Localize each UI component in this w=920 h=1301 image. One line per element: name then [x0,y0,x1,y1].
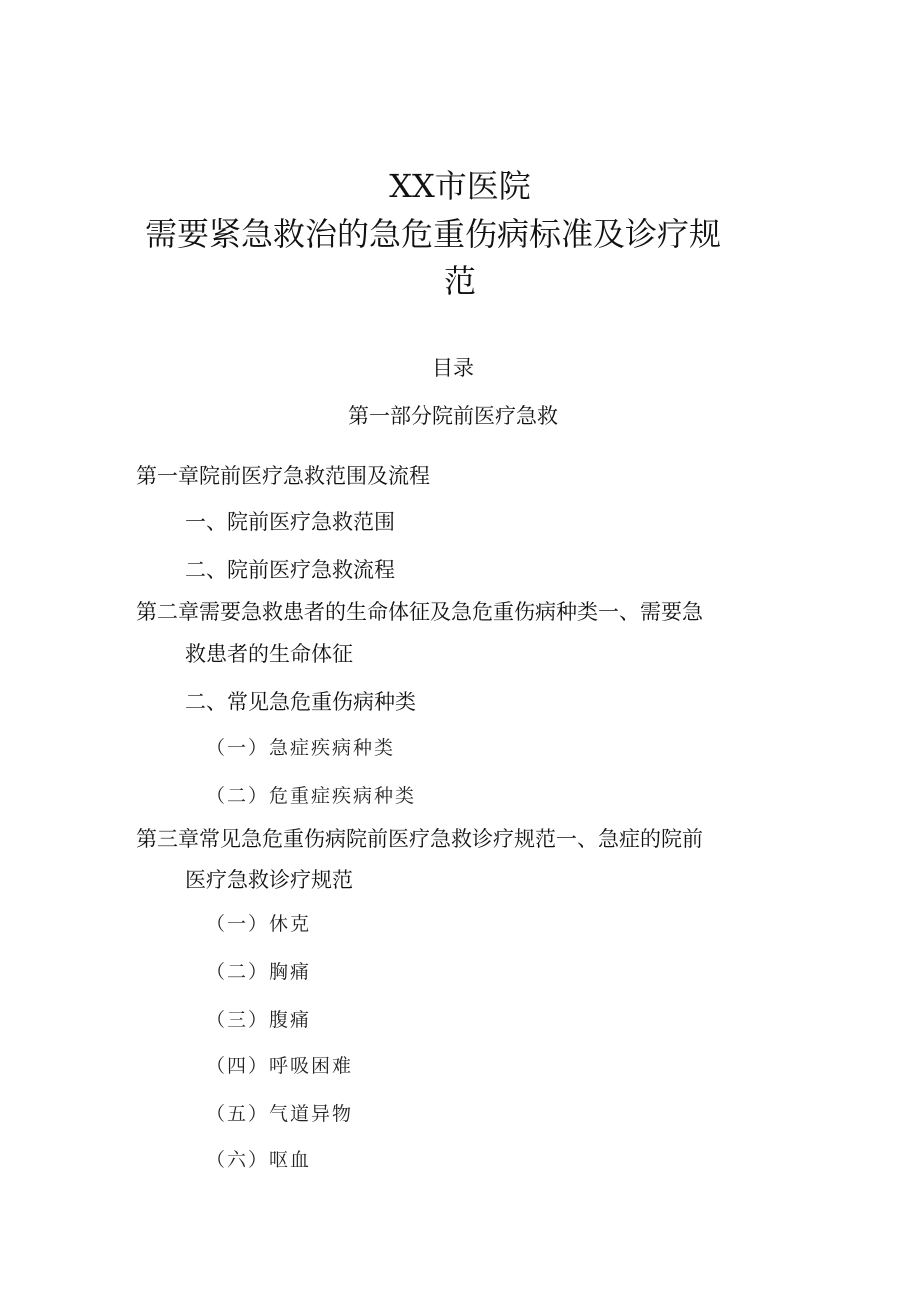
document-title-line-2: 需要紧急救治的急危重伤病标准及诊疗规 [145,215,722,253]
toc-section-1-2: 二、院前医疗急救流程 [185,558,395,582]
toc-section-1-1: 一、院前医疗急救范围 [185,510,395,534]
toc-chapter-1: 第一章院前医疗急救范围及流程 [136,464,430,488]
toc-section-2-2: 二、常见急危重伤病种类 [185,690,416,714]
toc-item-2-2-1: （一）急症疾病种类 [206,737,396,759]
document-title-line-1: XX市医院 [389,167,531,205]
toc-item-3-5: （五）气道异物 [206,1103,354,1125]
toc-chapter-3-line-1: 第三章常见急危重伤病院前医疗急救诊疗规范一、急症的院前 [136,827,703,851]
toc-item-3-4: （四）呼吸困难 [206,1055,354,1077]
document-title-line-3: 范 [443,262,476,300]
toc-item-3-3: （三）腹痛 [206,1009,312,1031]
toc-chapter-2-line-1: 第二章需要急救患者的生命体征及急危重伤病种类一、需要急 [136,600,703,624]
toc-item-3-2: （二）胸痛 [206,961,312,983]
toc-heading: 目录 [432,356,474,380]
part-heading: 第一部分院前医疗急救 [348,404,558,428]
toc-item-3-6: （六）呕血 [206,1149,312,1171]
toc-item-3-1: （一）休克 [206,913,312,935]
toc-item-2-2-2: （二）危重症疾病种类 [206,785,417,807]
toc-chapter-3-line-2: 医疗急救诊疗规范 [185,868,353,892]
toc-chapter-2-line-2: 救患者的生命体征 [185,642,353,666]
